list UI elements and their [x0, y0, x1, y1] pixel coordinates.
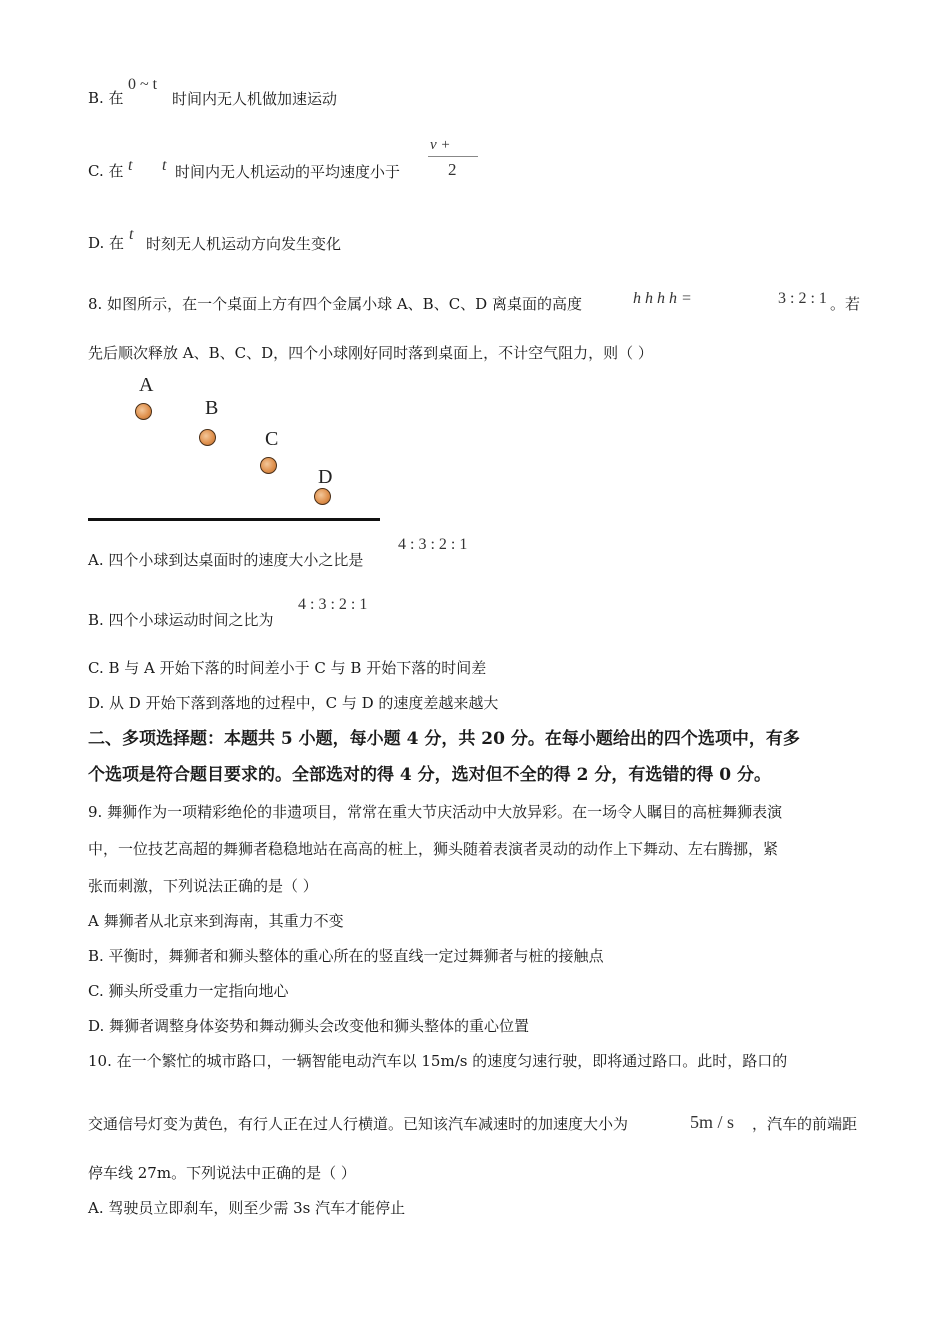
q9-stem-line2: 中，一位技艺高超的舞狮者稳稳地站在高高的桩上，狮头随着表演者灵动的动作上下舞动、左右腾挪，紧: [88, 840, 779, 858]
q10-stem-line3: 停车线 27m。下列说法中正确的是（ ）: [88, 1164, 356, 1182]
q8-stem-line2: 先后顺次释放 A、B、C、D，四个小球刚好同时落到桌面上，不计空气阻力，则（ ）: [88, 344, 653, 362]
ball-a: [135, 403, 152, 420]
q7-option-b-text: 时间内无人机做加速运动: [172, 90, 338, 108]
q8-option-d: D. 从 D 开始下落到落地的过程中，C 与 D 的速度差越来越大: [88, 694, 499, 712]
q9-option-b: B. 平衡时，舞狮者和狮头整体的重心所在的竖直线一定过舞狮者与桩的接触点: [88, 947, 604, 965]
q8-option-a: A. 四个小球到达桌面时的速度大小之比是: [88, 551, 364, 569]
q7-option-c-frac-bar: [428, 156, 478, 157]
q7-option-c-prefix: C. 在: [88, 162, 124, 180]
q7-option-d-text: 时刻无人机运动方向发生变化: [146, 235, 342, 253]
q8-stem-math-h: h h h h =: [633, 290, 692, 307]
q7-option-c-frac-num: v +: [430, 137, 451, 153]
ball-d: [314, 488, 331, 505]
q8-stem-line1: 8. 如图所示，在一个桌面上方有四个金属小球 A、B、C、D 离桌面的高度: [88, 295, 582, 313]
q8-stem-end: 。若: [830, 295, 861, 313]
ball-c: [260, 457, 277, 474]
q7-option-b: [88, 88, 124, 108]
q10-stem-line2-end: ，汽车的前端距: [752, 1115, 858, 1133]
q7-option-b-prefix: B. 在: [88, 89, 124, 107]
q9-stem-line3: 张而刺激，下列说法正确的是（ ）: [88, 877, 318, 895]
q8-stem-math-ratio: 3 : 2 : 1: [778, 290, 827, 307]
q7-option-d: [88, 233, 124, 253]
q7-option-c: [88, 161, 123, 181]
q7-option-c-math-a: t: [128, 157, 133, 174]
q9-option-d: D. 舞狮者调整身体姿势和舞动狮头会改变他和狮头整体的重心位置: [88, 1017, 530, 1035]
q8-option-b-math: 4 : 3 : 2 : 1: [298, 596, 368, 613]
q7-option-d-prefix: D. 在: [88, 234, 125, 252]
section2-heading-line1: 二、多项选择题：本题共 5 小题，每小题 4 分，共 20 分。在每小题给出的四个选项中，有多: [88, 729, 800, 749]
q9-option-c: C. 狮头所受重力一定指向地心: [88, 982, 289, 1000]
section2-heading-line2: 个选项是符合题目要求的。全部选对的得 4 分，选对但不全的得 2 分，有选错的得 0 分。: [88, 765, 771, 785]
q10-stem-line2: 交通信号灯变为黄色，有行人正在过人行横道。已知该汽车减速时的加速度大小为: [88, 1115, 629, 1133]
q10-option-a: A. 驾驶员立即刹车，则至少需 3s 汽车才能停止: [88, 1199, 406, 1217]
table-surface: [88, 518, 380, 521]
figure-label-d: D: [318, 466, 333, 488]
ball-b: [199, 429, 216, 446]
q7-option-c-text: 时间内无人机运动的平均速度小于: [175, 163, 401, 181]
figure-label-c: C: [265, 428, 279, 450]
q7-option-b-math: 0 ~ t: [128, 76, 158, 93]
q8-option-c: C. B 与 A 开始下落的时间差小于 C 与 B 开始下落的时间差: [88, 659, 487, 677]
q7-option-c-frac-den: 2: [448, 160, 457, 179]
q7-option-d-math: t: [129, 226, 134, 243]
q9-option-a: A 舞狮者从北京来到海南，其重力不变: [88, 912, 344, 930]
q10-stem-math: 5m / s: [690, 1112, 735, 1132]
q7-option-c-math-b: t: [162, 157, 167, 174]
figure-label-a: A: [139, 374, 154, 396]
q10-stem-line1: 10. 在一个繁忙的城市路口，一辆智能电动汽车以 15m/s 的速度匀速行驶，即将通过路口。此时，路口的: [88, 1052, 788, 1070]
q8-option-b: B. 四个小球运动时间之比为: [88, 611, 274, 629]
q8-option-a-math: 4 : 3 : 2 : 1: [398, 536, 468, 553]
figure-label-b: B: [205, 397, 219, 419]
q9-stem-line1: 9. 舞狮作为一项精彩绝伦的非遗项目，常常在重大节庆活动中大放异彩。在一场令人瞩目的高桩舞狮表演: [88, 803, 783, 821]
